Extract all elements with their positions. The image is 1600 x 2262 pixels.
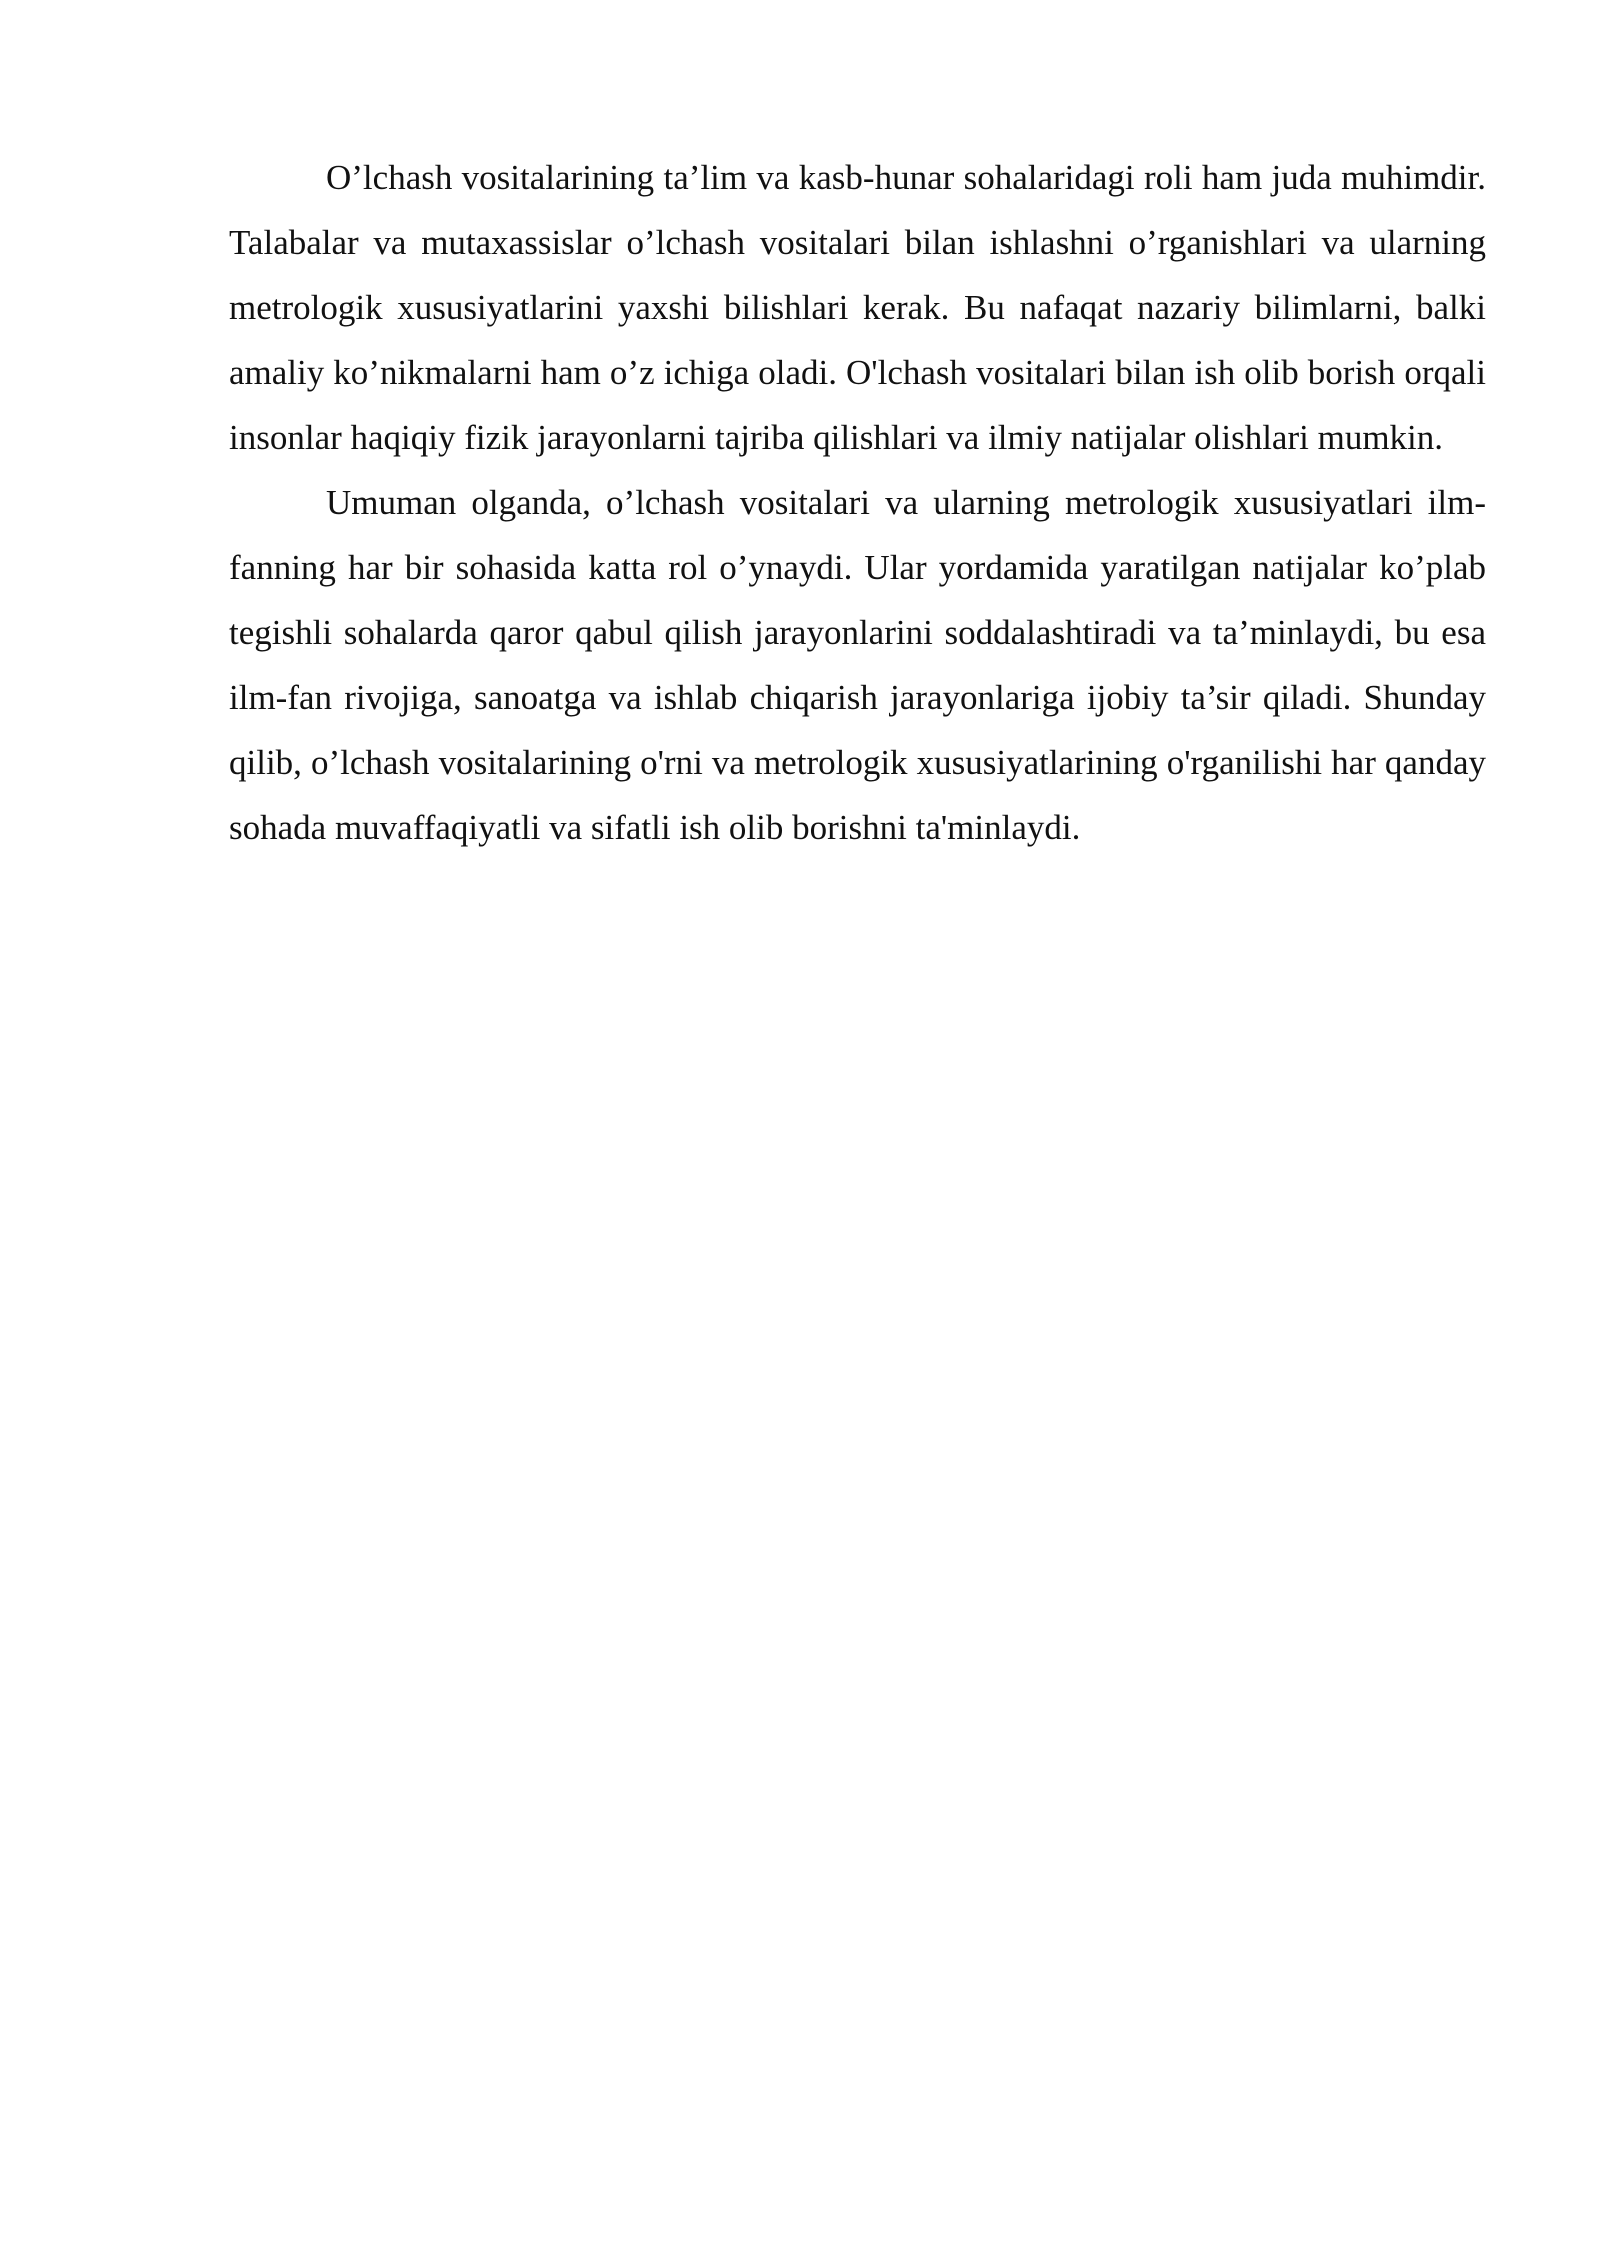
paragraph-1: O’lchash vositalarining ta’lim va kasb-hunar sohalaridagi roli ham juda muhimdir. Talabalar va mutaxassislar o’lchash vositalari bilan ishlashni o’rganishlari va ularning metrologik xususiyatlarini yaxshi bilishlari kerak. Bu nafaqat nazariy bilimlarni, balki amaliy ko’nikmalarni ham o’z ichiga oladi. O'lchash vositalari bilan ish olib borish orqali insonlar haqiqiy fizik jarayonlarni tajriba qilishlari va ilmiy natijalar olishlari mumkin.	[229, 158, 1486, 457]
paragraph-2: Umuman olganda, o’lchash vositalari va ularning metrologik xususiyatlari ilm-fanning har bir sohasida katta rol o’ynaydi. Ular yordamida yaratilgan natijalar ko’plab tegishli sohalarda qaror qabul qilish jarayonlarini soddalashtiradi va ta’minlaydi, bu esa ilm-fan rivojiga, sanoatga va ishlab chiqarish jarayonlariga ijobiy ta’sir qiladi. Shunday qilib, o’lchash vositalarining o'rni va metrologik xususiyatlarining o'rganilishi har qanday sohada muvaffaqiyatli va sifatli ish olib borishni ta'minlaydi.	[229, 483, 1486, 847]
document-body	[229, 145, 1486, 860]
